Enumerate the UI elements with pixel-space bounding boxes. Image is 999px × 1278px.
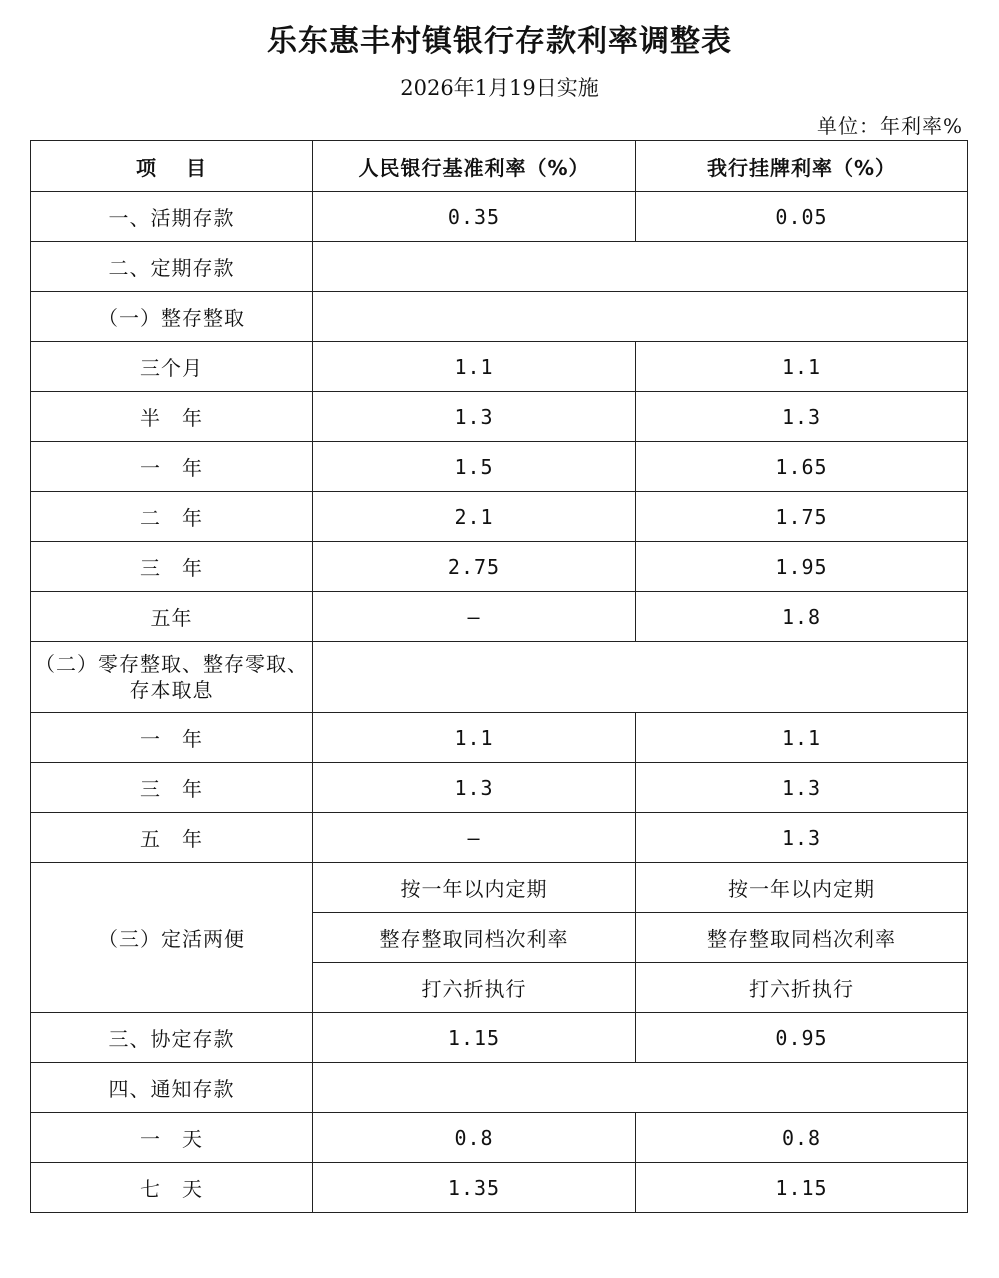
effective-date: 2026年1月19日实施 — [400, 76, 599, 100]
base-rate-cell: 1.15 — [313, 1013, 636, 1063]
row-label: 一 年 — [31, 442, 313, 492]
bank-rate-note: 按一年以内定期 — [636, 863, 968, 913]
header-row — [31, 141, 968, 192]
row-label: 一 年 — [31, 713, 313, 763]
row-label: 三、协定存款 — [31, 1013, 313, 1063]
row-label: 半 年 — [31, 392, 313, 442]
table-row — [31, 592, 968, 642]
unit-note: 单位：年利率% — [816, 114, 963, 138]
empty-cell — [313, 1063, 968, 1113]
base-rate-cell: 0.35 — [313, 192, 636, 242]
base-rate-cell: 1.1 — [313, 713, 636, 763]
base-rate-cell: 2.1 — [313, 492, 636, 542]
row-label: 二 年 — [31, 492, 313, 542]
bank-rate-cell: 1.3 — [636, 763, 968, 813]
base-rate-cell: 1.3 — [313, 763, 636, 813]
base-rate-cell: 1.3 — [313, 392, 636, 442]
table-row — [31, 392, 968, 442]
header-base-rate: 人民银行基准利率（%） — [313, 141, 636, 192]
bank-rate-cell: 1.3 — [636, 813, 968, 863]
base-rate-cell: 2.75 — [313, 542, 636, 592]
base-rate-cell: 1.35 — [313, 1163, 636, 1213]
table-row — [31, 813, 968, 863]
row-label: （一）整存整取 — [31, 292, 313, 342]
table-row — [31, 442, 968, 492]
row-label: 一、活期存款 — [31, 192, 313, 242]
table-row-agreement — [31, 1013, 968, 1063]
base-rate-note: 打六折执行 — [313, 963, 636, 1013]
bank-rate-cell: 1.1 — [636, 713, 968, 763]
row-label: 五 年 — [31, 813, 313, 863]
bank-rate-cell: 1.95 — [636, 542, 968, 592]
row-label: 三 年 — [31, 542, 313, 592]
row-label: 三 年 — [31, 763, 313, 813]
header-item: 项 目 — [31, 141, 313, 192]
bank-rate-cell: 0.05 — [636, 192, 968, 242]
table-row — [31, 1113, 968, 1163]
table-row-installment — [31, 642, 968, 713]
bank-rate-note: 打六折执行 — [636, 963, 968, 1013]
table-row-flexible — [31, 863, 968, 913]
row-label: （二）零存整取、整存零取、存本取息 — [31, 642, 313, 713]
bank-rate-cell: 0.95 — [636, 1013, 968, 1063]
bank-rate-cell: 0.8 — [636, 1113, 968, 1163]
base-rate-cell: 1.5 — [313, 442, 636, 492]
row-label: （三）定活两便 — [31, 863, 313, 1013]
bank-rate-cell: 1.3 — [636, 392, 968, 442]
row-label: 五年 — [31, 592, 313, 642]
bank-rate-cell: 1.8 — [636, 592, 968, 642]
base-rate-note: 按一年以内定期 — [313, 863, 636, 913]
row-label: 三个月 — [31, 342, 313, 392]
empty-cell — [313, 642, 968, 713]
empty-cell — [313, 242, 968, 292]
rate-table — [30, 140, 968, 1213]
table-row — [31, 492, 968, 542]
bank-rate-cell: 1.65 — [636, 442, 968, 492]
header-bank-rate: 我行挂牌利率（%） — [636, 141, 968, 192]
bank-rate-cell: 1.1 — [636, 342, 968, 392]
base-rate-cell: — — [313, 592, 636, 642]
table-row-demand — [31, 192, 968, 242]
row-label: 一 天 — [31, 1113, 313, 1163]
page-title: 乐东惠丰村镇银行存款利率调整表 — [267, 24, 732, 59]
table-row — [31, 763, 968, 813]
empty-cell — [313, 292, 968, 342]
base-rate-cell: 0.8 — [313, 1113, 636, 1163]
bank-rate-cell: 1.75 — [636, 492, 968, 542]
base-rate-cell: 1.1 — [313, 342, 636, 392]
table-row — [31, 342, 968, 392]
table-row-time-deposit — [31, 242, 968, 292]
base-rate-cell: — — [313, 813, 636, 863]
row-label: 二、定期存款 — [31, 242, 313, 292]
bank-rate-cell: 1.15 — [636, 1163, 968, 1213]
row-label: 七 天 — [31, 1163, 313, 1213]
row-label: 四、通知存款 — [31, 1063, 313, 1113]
bank-rate-note: 整存整取同档次利率 — [636, 913, 968, 963]
base-rate-note: 整存整取同档次利率 — [313, 913, 636, 963]
table-row — [31, 1163, 968, 1213]
table-row — [31, 542, 968, 592]
table-row-lump-sum — [31, 292, 968, 342]
table-row-notice — [31, 1063, 968, 1113]
table-row — [31, 713, 968, 763]
